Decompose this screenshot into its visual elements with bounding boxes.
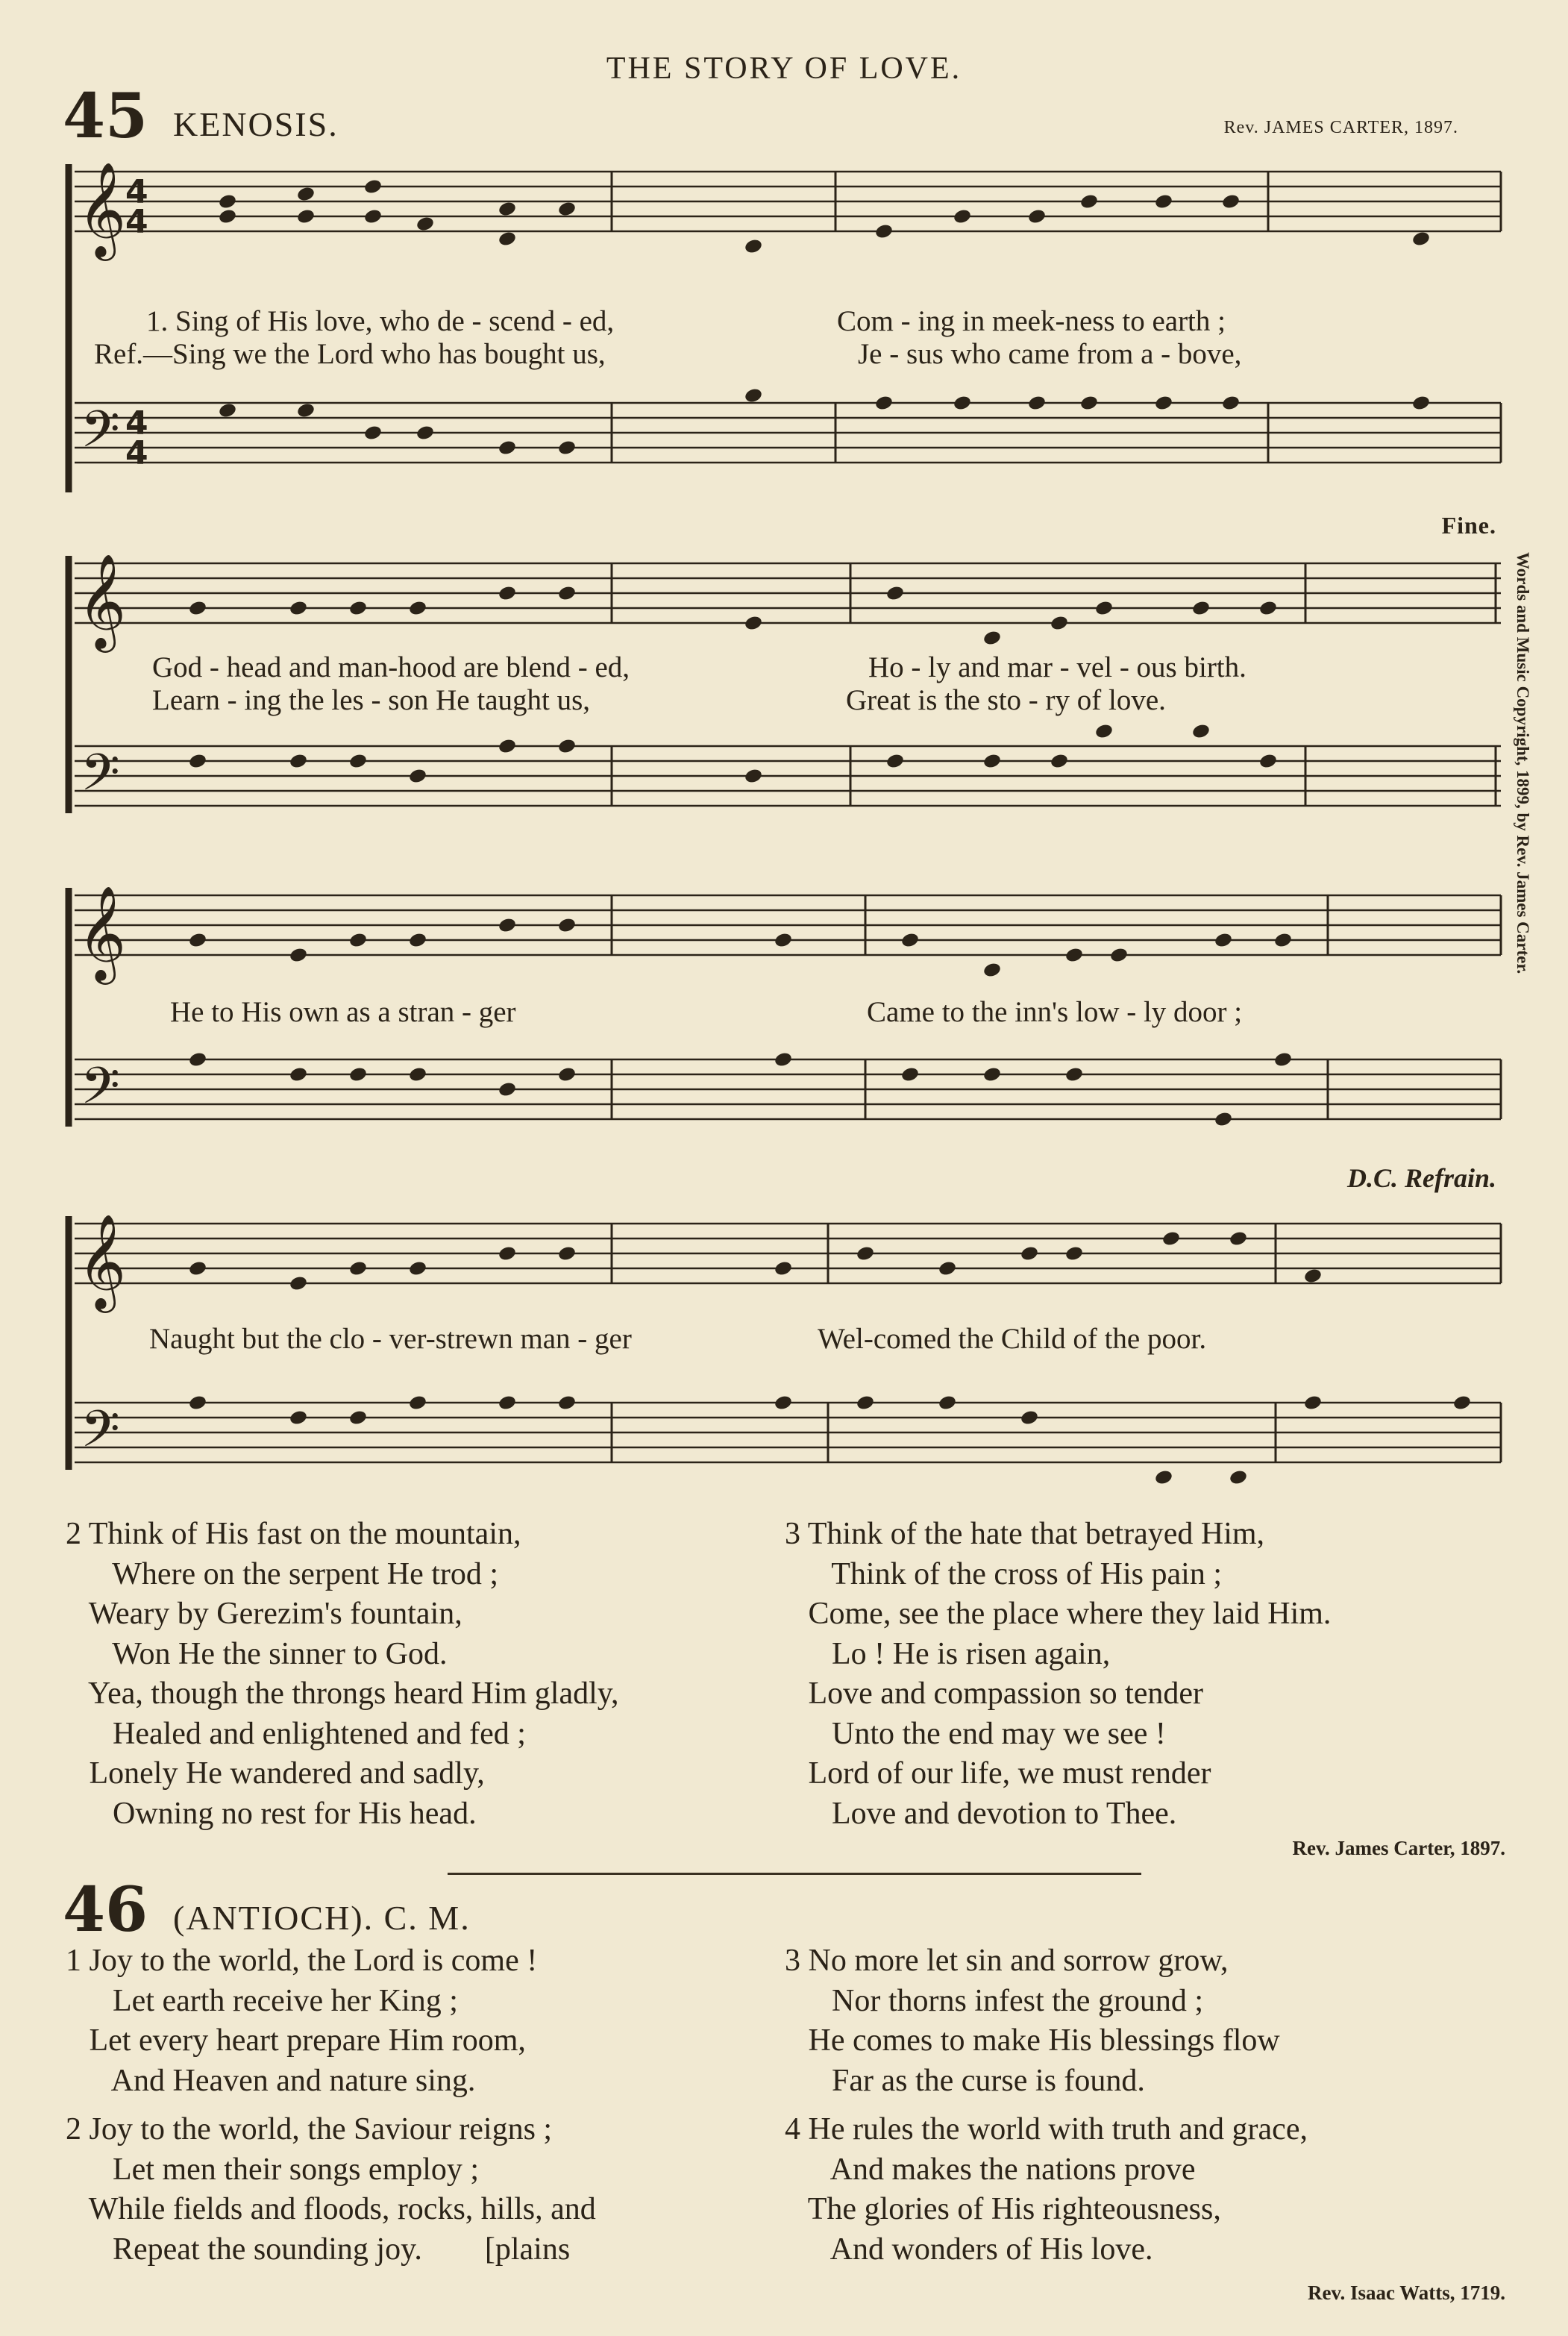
hymn-46-number: 46 [63, 1874, 148, 1946]
svg-text:𝄢: 𝄢 [81, 744, 120, 815]
hymn-46-stanza-4: 4 He rules the world with truth and grace, And makes the nations prove The glories of His righteousness, And wonders of His love. [785, 2112, 1308, 2267]
running-head: THE STORY OF LOVE. [606, 51, 962, 86]
copyright-note: Words and Music Copyright, 1899, by Rev. James Carter. [1514, 552, 1532, 974]
system-1-treble [75, 172, 1501, 231]
lyric-line-2-a: God - head and man-hood are blend - ed, [152, 651, 630, 683]
hymn-46-stanza-2: 2 Joy to the world, the Saviour reigns ; Let men their songs employ ; While fields and floods, rocks, hills, and Repeat the sounding joy. [plains [66, 2112, 596, 2267]
refrain-line-1-b: Je - sus who came from a - bove, [858, 338, 1242, 370]
refrain-line-2-b: Great is the sto - ry of love. [846, 684, 1166, 716]
hymn-45-stanza-2: 2 Think of His fast on the mountain, Where on the serpent He trod ; Weary by Gerezim's fountain, Won He the sinner to God. Yea, though the throngs heard Him gladly, Healed and enlightened and fed ; Lonely He wandered and sadly, Owning no rest for His head. [66, 1517, 619, 1831]
refrain-line-1-a: Ref.—Sing we the Lord who has bought us, [94, 338, 606, 370]
svg-text:𝄞: 𝄞 [78, 161, 127, 257]
fine-mark: Fine. [1441, 512, 1496, 539]
svg-text:4: 4 [125, 404, 148, 442]
svg-text:𝄢: 𝄢 [81, 401, 120, 472]
system-1-bass [75, 403, 1501, 463]
svg-text:𝄞: 𝄞 [78, 1213, 127, 1309]
hymn-46-title: (ANTIOCH). C. M. [173, 1899, 471, 1937]
svg-text:𝄢: 𝄢 [81, 1400, 120, 1471]
hymn-46-author-credit: Rev. Isaac Watts, 1719. [1307, 2282, 1505, 2304]
lyric-line-2-b: Ho - ly and mar - vel - ous birth. [868, 651, 1246, 683]
lyric-line-1-a: 1. Sing of His love, who de - scend - ed, [146, 305, 615, 337]
lyric-line-4-b: Wel-comed the Child of the poor. [818, 1323, 1207, 1355]
hymn-45-number: 45 [63, 81, 148, 152]
lyric-line-3-a: He to His own as a stran - ger [170, 996, 516, 1028]
lyric-line-1-b: Com - ing in meek-ness to earth ; [837, 305, 1226, 337]
svg-text:4: 4 [125, 434, 148, 472]
hymn-45-title: KENOSIS. [173, 105, 339, 143]
section-divider [448, 1873, 1141, 1875]
svg-text:𝄞: 𝄞 [78, 885, 127, 980]
dc-refrain-mark: D.C. Refrain. [1346, 1163, 1496, 1193]
hymn-46-stanza-3: 3 No more let sin and sorrow grow, Nor thorns infest the ground ; He comes to make His blessings flow Far as the curse is found. [785, 1944, 1280, 2098]
lyric-line-3-b: Came to the inn's low - ly door ; [867, 996, 1243, 1028]
hymn-46-stanza-1: 1 Joy to the world, the Lord is come ! Let earth receive her King ; Let every heart prepare Him room, And Heaven and nature sing. [66, 1944, 538, 2098]
hymn-45-author-credit: Rev. James Carter, 1897. [1292, 1837, 1505, 1859]
hymn-45-stanza-3: 3 Think of the hate that betrayed Him, Think of the cross of His pain ; Come, see the place where they laid Him. Lo ! He is risen again, Love and compassion so tender Unto the end may we see ! Lord of our life, we must render Love and devotion to Thee. [785, 1517, 1332, 1831]
svg-text:𝄞: 𝄞 [78, 553, 127, 648]
refrain-line-2-a: Learn - ing the les - son He taught us, [152, 684, 591, 716]
lyric-line-4-a: Naught but the clo - ver-strewn man - ger [149, 1323, 632, 1355]
hymn-45-composer: Rev. JAMES CARTER, 1897. [1223, 118, 1458, 137]
svg-text:𝄢: 𝄢 [81, 1057, 120, 1128]
svg-text:4: 4 [125, 203, 148, 241]
svg-text:4: 4 [125, 173, 148, 211]
